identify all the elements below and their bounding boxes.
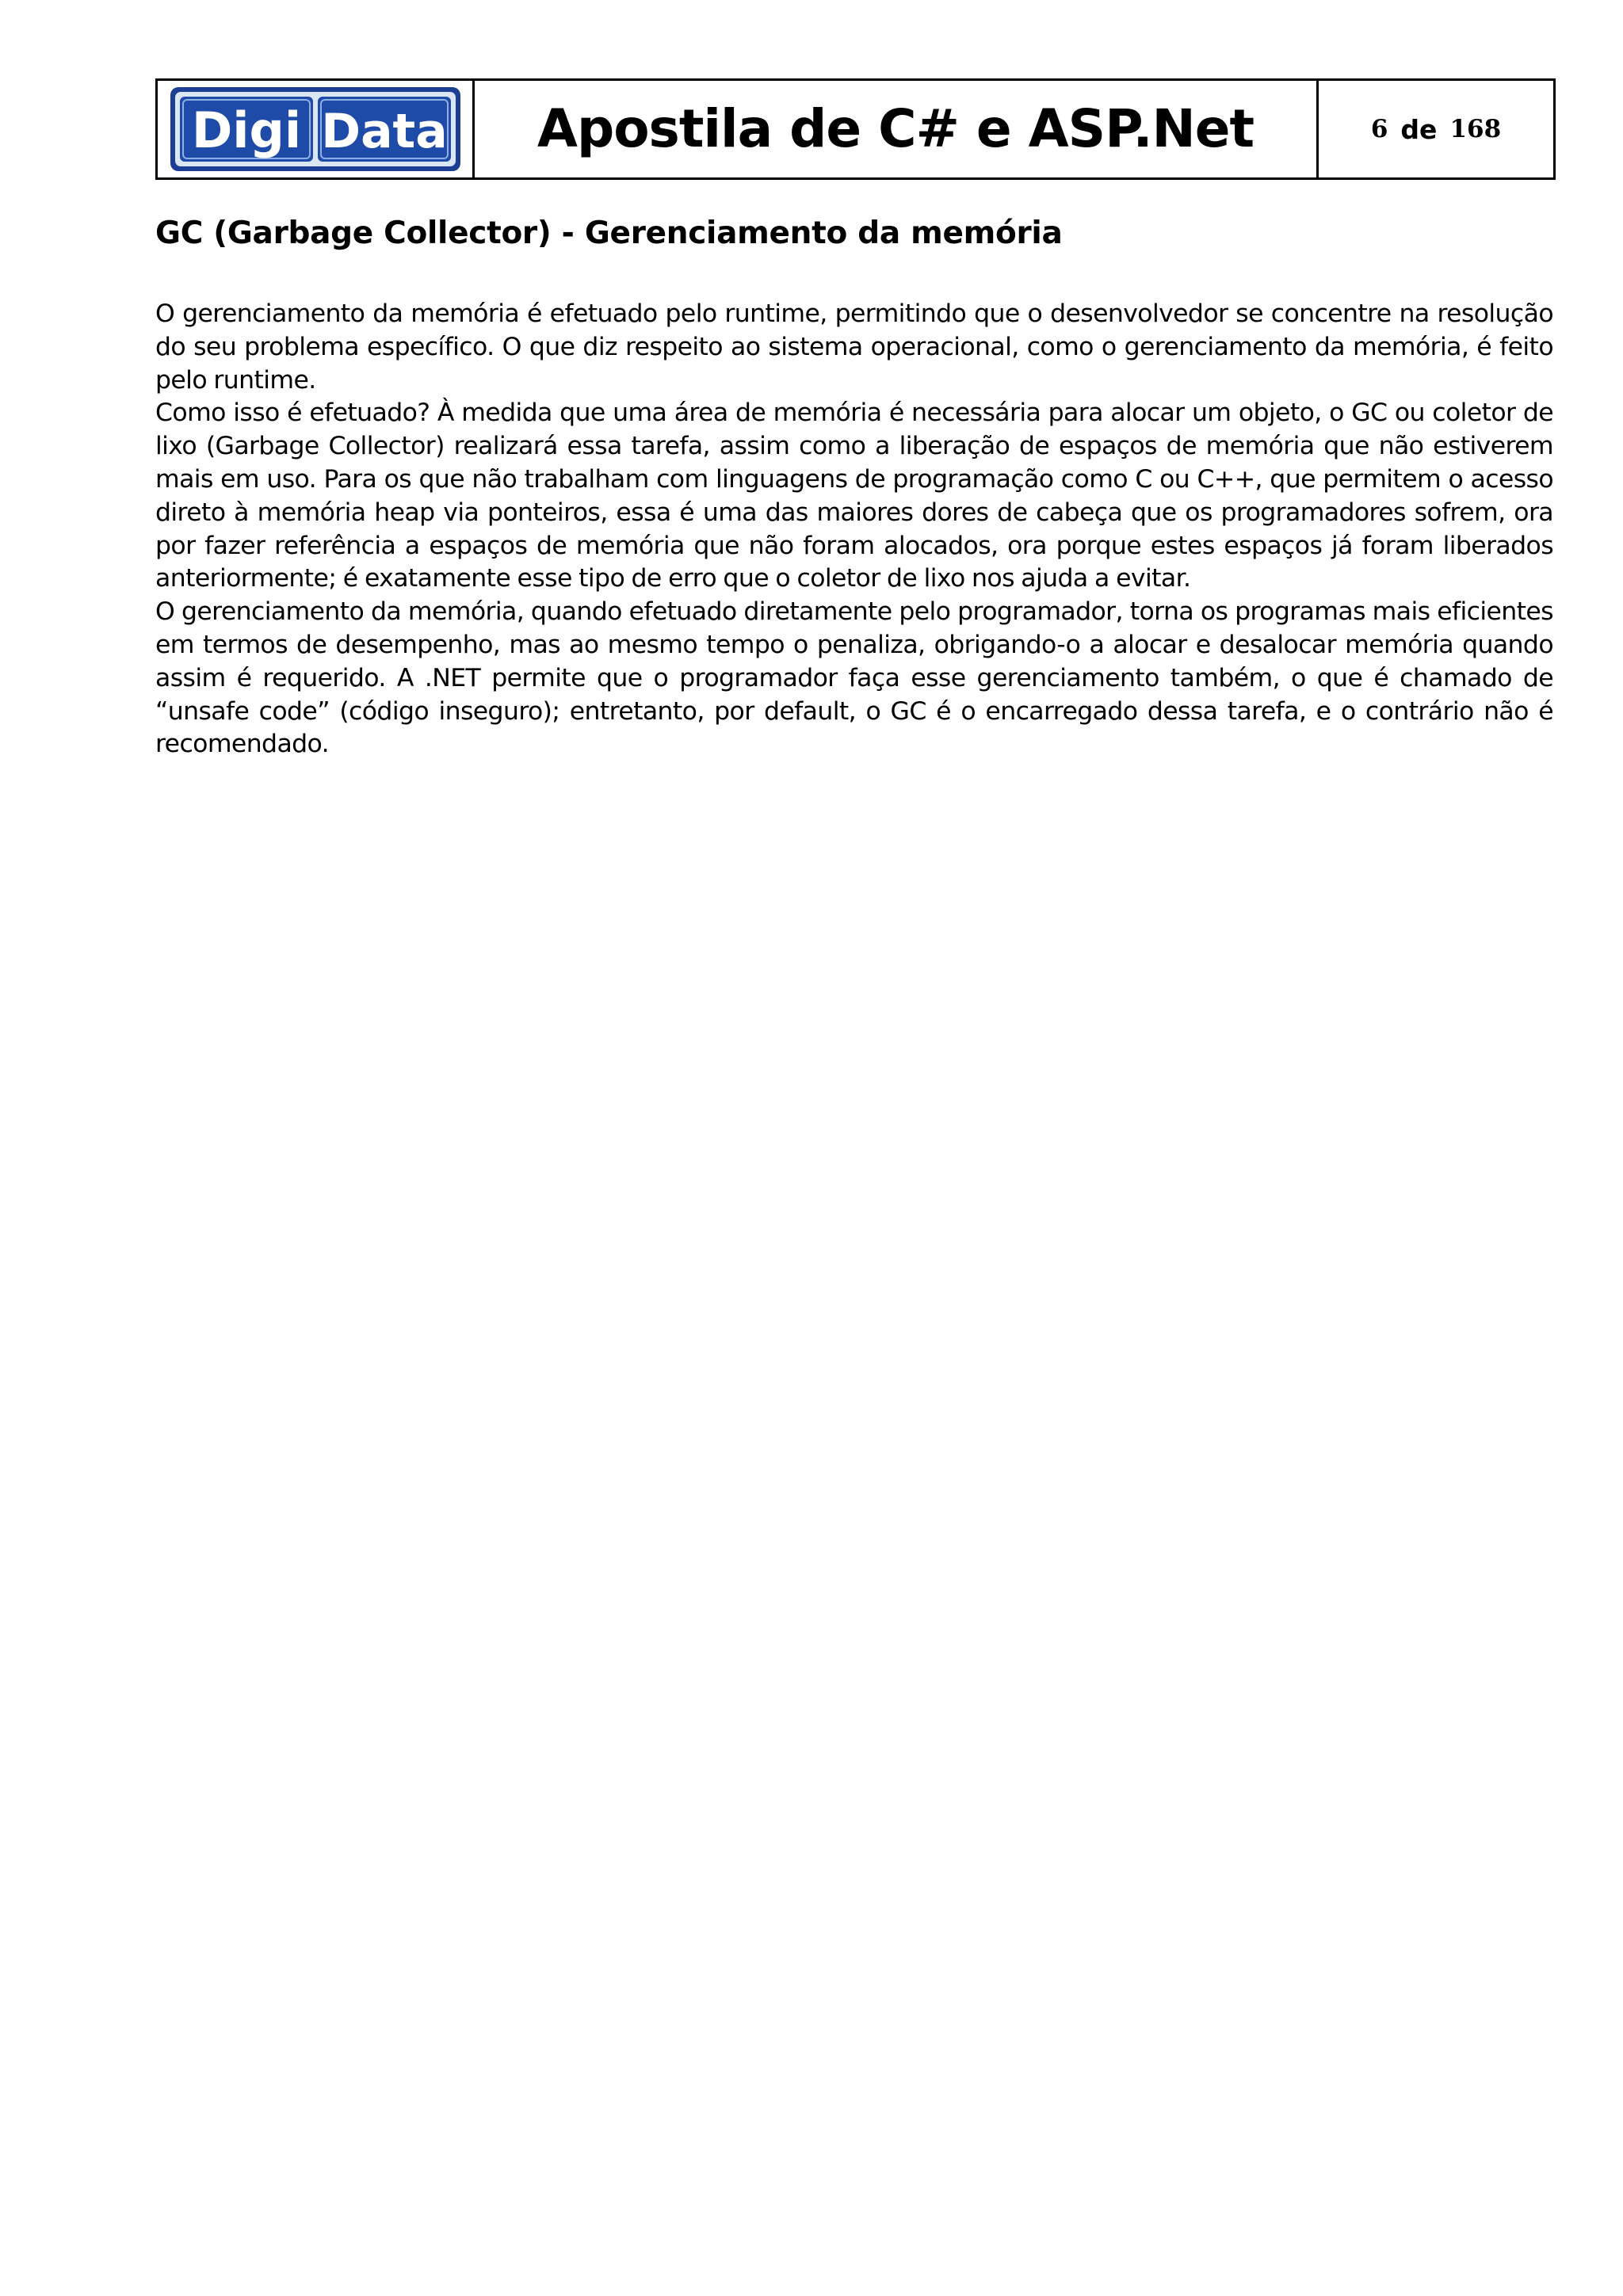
title-cell — [475, 81, 1319, 177]
page-total: 168 — [1449, 115, 1502, 143]
section-body — [155, 298, 1553, 761]
svg-text:Data: Data — [320, 104, 448, 159]
svg-text:Digi: Digi — [191, 101, 301, 159]
page-of-label: de — [1400, 113, 1438, 145]
section-heading: GC (Garbage Collector) - Gerenciamento da memória — [155, 215, 1063, 251]
logo-cell — [158, 81, 475, 177]
digidata-logo — [169, 86, 462, 173]
document-title: Apostila de C# e ASP.Net — [537, 98, 1254, 159]
page-header — [155, 78, 1556, 180]
page-indicator — [1319, 81, 1553, 177]
paragraph-2: Como isso é efetuado? À medida que uma área de memória é necessária para alocar um objeto, o GC ou coletor de lixo (Garbage Collector) realizará essa tarefa, assim como a liberação de espaços de memória que não estiverem mais em uso. Para os que não trabalham com linguagens de programação como C ou C++, que permitem o acesso direto à memória heap via ponteiros, essa é uma das maiores dores de cabeça que os programadores sofrem, ora por fazer referência a espaços de memória que não foram alocados, ora porque estes espaços já foram liberados anteriormente; é exatamente esse tipo de erro que o coletor de lixo nos ajuda a evitar. — [155, 399, 1553, 593]
paragraph-1: O gerenciamento da memória é efetuado pelo runtime, permitindo que o desenvolvedor se concentre na resolução do seu problema específico. O que diz respeito ao sistema operacional, como o gerenciamento da memória, é feito pelo runtime. — [155, 299, 1553, 395]
page-current: 6 — [1370, 115, 1388, 143]
paragraph-3: O gerenciamento da memória, quando efetuado diretamente pelo programador, torna os programas mais eficientes em termos de desempenho, mas ao mesmo tempo o penaliza, obrigando-o a alocar e desalocar memória quando assim é requerido. A .NET permite que o programador faça esse gerenciamento também, o que é chamado de “unsafe code” (código inseguro); entretanto, por default, o GC é o encarregado dessa tarefa, e o contrário não é recomendado. — [155, 597, 1553, 759]
